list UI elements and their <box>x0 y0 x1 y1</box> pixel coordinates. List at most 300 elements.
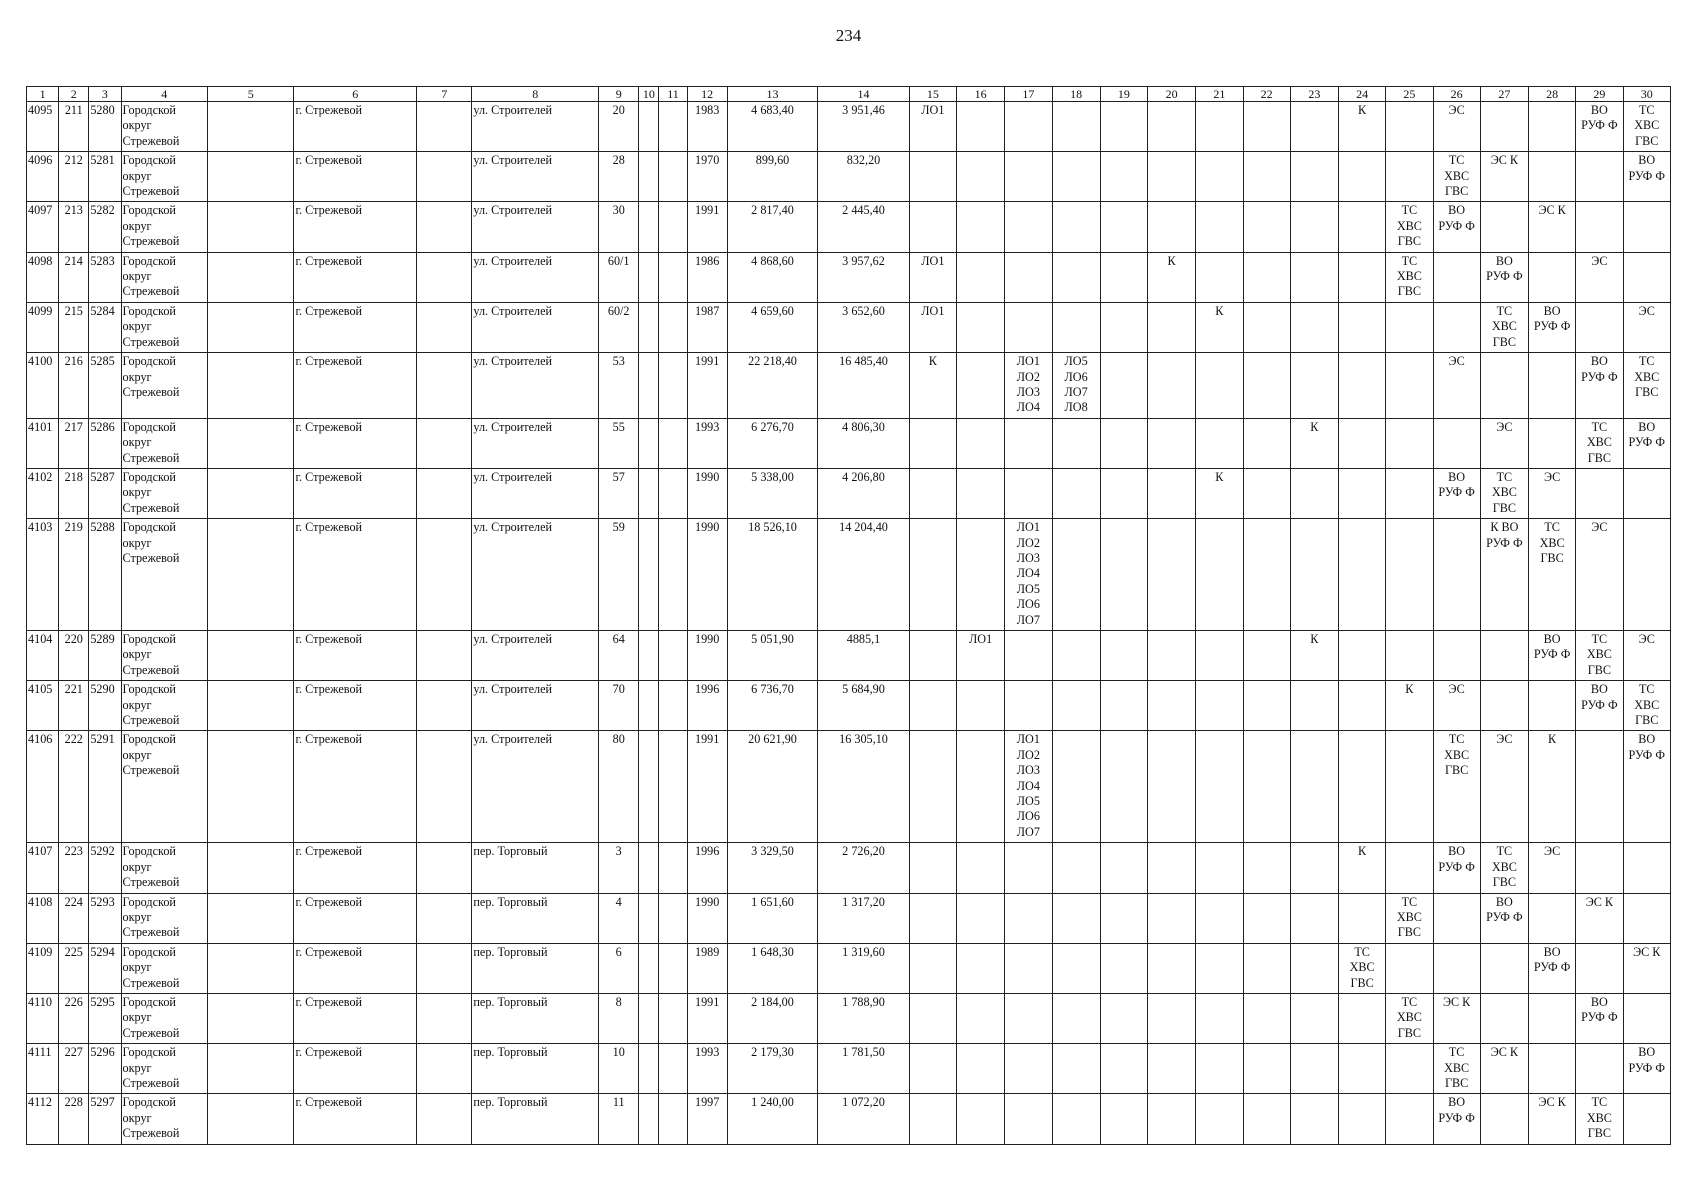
cell-col-20 <box>1148 468 1196 518</box>
column-number-25: 25 <box>1386 87 1433 102</box>
cell-col-9 <box>599 519 639 631</box>
cell-col-27 <box>1480 519 1528 631</box>
cell-text: г. Стрежевой <box>295 1095 363 1110</box>
cell-col-21 <box>1196 843 1243 893</box>
cell-col-7 <box>417 519 472 631</box>
cell-text: ТС ХВС ГВС <box>1586 632 1612 677</box>
column-number-30: 30 <box>1623 87 1671 102</box>
cell-col-2 <box>59 731 89 843</box>
table-row <box>27 681 1671 731</box>
cell-text: г. Стрежевой <box>295 682 363 697</box>
cell-col-6 <box>294 893 417 943</box>
cell-col-26 <box>1433 893 1480 943</box>
cell-col-7 <box>417 943 472 993</box>
cell-col-21 <box>1196 893 1243 943</box>
cell-col-23 <box>1290 843 1338 893</box>
cell-col-24 <box>1339 993 1386 1043</box>
cell-col-9 <box>599 468 639 518</box>
cell-col-14 <box>818 519 910 631</box>
cell-col-2 <box>59 843 89 893</box>
cell-col-1 <box>27 353 59 419</box>
cell-text: ул. Строителей <box>473 732 553 747</box>
column-number-13: 13 <box>727 87 817 102</box>
cell-col-29 <box>1576 102 1623 152</box>
cell-text: 1 788,90 <box>842 994 885 1009</box>
cell-col-30 <box>1623 418 1671 468</box>
cell-col-8 <box>472 418 599 468</box>
cell-col-12 <box>687 418 727 468</box>
cell-text: г. Стрежевой <box>295 944 363 959</box>
cell-col-20 <box>1148 202 1196 252</box>
cell-text: 4112 <box>28 1095 52 1110</box>
cell-col-10 <box>639 731 659 843</box>
cell-col-9 <box>599 302 639 352</box>
cell-col-7 <box>417 302 472 352</box>
cell-text: г. Стрежевой <box>295 732 363 747</box>
cell-col-30 <box>1623 102 1671 152</box>
cell-col-20 <box>1148 943 1196 993</box>
cell-col-24 <box>1339 1094 1386 1144</box>
cell-col-22 <box>1243 353 1290 419</box>
cell-col-22 <box>1243 681 1290 731</box>
cell-col-22 <box>1243 252 1290 302</box>
cell-col-23 <box>1290 353 1338 419</box>
cell-col-30 <box>1623 731 1671 843</box>
cell-col-22 <box>1243 418 1290 468</box>
cell-text: ВО РУФ Ф <box>1581 994 1618 1025</box>
cell-col-11 <box>659 353 687 419</box>
cell-col-29 <box>1576 202 1623 252</box>
cell-col-6 <box>294 468 417 518</box>
cell-col-12 <box>687 1044 727 1094</box>
cell-text: 5289 <box>90 632 115 646</box>
cell-text: 4105 <box>28 682 53 697</box>
cell-col-11 <box>659 943 687 993</box>
cell-col-29 <box>1576 893 1623 943</box>
cell-col-28 <box>1529 943 1576 993</box>
cell-text: ул. Строителей <box>473 303 553 318</box>
cell-text: К <box>928 354 937 369</box>
cell-col-12 <box>687 202 727 252</box>
cell-text: г. Стрежевой <box>295 1045 363 1060</box>
cell-col-20 <box>1148 631 1196 681</box>
cell-text: 14 204,40 <box>839 520 888 535</box>
cell-text: 1 240,00 <box>751 1095 794 1110</box>
cell-col-15 <box>909 993 956 1043</box>
cell-col-26 <box>1433 102 1480 152</box>
cell-col-24 <box>1339 468 1386 518</box>
cell-col-15 <box>909 1094 956 1144</box>
cell-col-11 <box>659 418 687 468</box>
cell-col-17 <box>1005 102 1052 152</box>
cell-text: ТС ХВС ГВС <box>1444 153 1470 199</box>
cell-col-27 <box>1480 1044 1528 1094</box>
cell-col-25 <box>1386 681 1433 731</box>
cell-col-29 <box>1576 252 1623 302</box>
cell-col-11 <box>659 893 687 943</box>
cell-col-18 <box>1052 1044 1100 1094</box>
cell-col-29 <box>1576 631 1623 681</box>
cell-col-28 <box>1529 993 1576 1043</box>
cell-col-1 <box>27 202 59 252</box>
cell-col-11 <box>659 731 687 843</box>
cell-text: ЭС <box>1448 354 1465 369</box>
cell-col-21 <box>1196 353 1243 419</box>
cell-col-7 <box>417 468 472 518</box>
cell-text: 222 <box>64 732 83 747</box>
cell-text: ЭС <box>1496 419 1513 434</box>
cell-col-25 <box>1386 152 1433 202</box>
cell-text: Городской округ Стрежевой <box>122 253 180 299</box>
cell-text: г. Стрежевой <box>295 844 363 859</box>
cell-col-3 <box>89 993 121 1043</box>
cell-text: 1996 <box>694 682 720 697</box>
cell-col-25 <box>1386 302 1433 352</box>
cell-col-13 <box>727 418 817 468</box>
cell-col-7 <box>417 102 472 152</box>
cell-col-2 <box>59 152 89 202</box>
cell-text: К <box>1548 732 1557 747</box>
cell-col-15 <box>909 302 956 352</box>
cell-col-13 <box>727 681 817 731</box>
cell-text: пер. Торговый <box>473 944 548 959</box>
table-row <box>27 1044 1671 1094</box>
cell-col-27 <box>1480 152 1528 202</box>
cell-text: 1991 <box>694 732 720 747</box>
cell-text: ЭС <box>1544 844 1561 859</box>
cell-col-29 <box>1576 302 1623 352</box>
cell-col-26 <box>1433 1094 1480 1144</box>
cell-text: 4104 <box>28 632 53 646</box>
cell-text: ЭС К <box>1538 203 1566 218</box>
cell-col-21 <box>1196 731 1243 843</box>
cell-col-10 <box>639 102 659 152</box>
cell-text: 57 <box>612 469 625 484</box>
cell-text: 221 <box>64 682 83 697</box>
column-number-9: 9 <box>599 87 639 102</box>
cell-col-27 <box>1480 631 1528 681</box>
cell-col-5 <box>207 943 293 993</box>
cell-col-18 <box>1052 843 1100 893</box>
cell-col-4 <box>121 843 207 893</box>
cell-col-1 <box>27 152 59 202</box>
cell-col-14 <box>818 353 910 419</box>
cell-col-22 <box>1243 943 1290 993</box>
cell-col-1 <box>27 731 59 843</box>
cell-col-14 <box>818 843 910 893</box>
cell-col-27 <box>1480 681 1528 731</box>
cell-col-28 <box>1529 252 1576 302</box>
cell-col-16 <box>957 631 1005 681</box>
cell-col-8 <box>472 681 599 731</box>
cell-text: К <box>1358 844 1367 859</box>
cell-col-7 <box>417 893 472 943</box>
column-number-14: 14 <box>818 87 910 102</box>
cell-col-4 <box>121 893 207 943</box>
cell-text: 212 <box>64 153 83 168</box>
cell-col-12 <box>687 843 727 893</box>
cell-col-28 <box>1529 731 1576 843</box>
cell-col-10 <box>639 1094 659 1144</box>
cell-col-19 <box>1100 302 1147 352</box>
column-number-11: 11 <box>659 87 687 102</box>
cell-col-28 <box>1529 843 1576 893</box>
cell-col-2 <box>59 943 89 993</box>
cell-col-19 <box>1100 893 1147 943</box>
cell-col-28 <box>1529 468 1576 518</box>
cell-col-25 <box>1386 519 1433 631</box>
cell-text: ТС ХВС ГВС <box>1444 732 1470 778</box>
cell-col-8 <box>472 102 599 152</box>
cell-col-8 <box>472 631 599 681</box>
cell-col-11 <box>659 519 687 631</box>
cell-col-14 <box>818 1044 910 1094</box>
cell-text: ТС ХВС ГВС <box>1634 682 1660 728</box>
column-number-28: 28 <box>1529 87 1576 102</box>
cell-text: 4097 <box>28 203 53 218</box>
cell-col-24 <box>1339 302 1386 352</box>
cell-col-30 <box>1623 353 1671 419</box>
cell-col-24 <box>1339 152 1386 202</box>
cell-col-14 <box>818 302 910 352</box>
cell-text: 5280 <box>90 103 115 117</box>
cell-col-8 <box>472 353 599 419</box>
cell-col-16 <box>957 893 1005 943</box>
cell-col-25 <box>1386 418 1433 468</box>
cell-col-13 <box>727 202 817 252</box>
cell-text: ЭС <box>1448 103 1465 117</box>
cell-text: ВО РУФ Ф <box>1533 632 1571 662</box>
cell-col-2 <box>59 102 89 152</box>
cell-text: 215 <box>64 303 83 318</box>
cell-text: 1 648,30 <box>751 944 794 959</box>
cell-col-20 <box>1148 418 1196 468</box>
cell-col-25 <box>1386 1094 1433 1144</box>
cell-text: г. Стрежевой <box>295 632 363 646</box>
cell-col-15 <box>909 152 956 202</box>
cell-text: г. Стрежевой <box>295 253 363 268</box>
cell-col-23 <box>1290 893 1338 943</box>
cell-col-26 <box>1433 843 1480 893</box>
cell-col-13 <box>727 252 817 302</box>
cell-col-27 <box>1480 893 1528 943</box>
table-row <box>27 893 1671 943</box>
cell-col-5 <box>207 102 293 152</box>
cell-col-2 <box>59 302 89 352</box>
cell-text: 1990 <box>694 469 720 484</box>
cell-col-11 <box>659 1044 687 1094</box>
cell-text: 4098 <box>28 253 53 268</box>
cell-col-22 <box>1243 1044 1290 1094</box>
cell-text: 70 <box>612 682 625 697</box>
cell-col-9 <box>599 731 639 843</box>
cell-col-30 <box>1623 152 1671 202</box>
cell-col-23 <box>1290 202 1338 252</box>
cell-text: Городской округ Стрежевой <box>122 944 180 990</box>
cell-col-5 <box>207 418 293 468</box>
column-number-8: 8 <box>472 87 599 102</box>
cell-text: Городской округ Стрежевой <box>122 844 180 890</box>
cell-col-30 <box>1623 252 1671 302</box>
cell-text: ЭС <box>1591 520 1608 535</box>
cell-text: ЛО5 ЛО6 ЛО7 ЛО8 <box>1064 354 1088 415</box>
cell-col-24 <box>1339 353 1386 419</box>
cell-col-30 <box>1623 1044 1671 1094</box>
cell-col-15 <box>909 202 956 252</box>
column-number-16: 16 <box>957 87 1005 102</box>
column-number-21: 21 <box>1196 87 1243 102</box>
cell-col-26 <box>1433 1044 1480 1094</box>
cell-text: К <box>1358 103 1367 117</box>
cell-col-3 <box>89 1094 121 1144</box>
cell-col-30 <box>1623 893 1671 943</box>
cell-col-16 <box>957 102 1005 152</box>
table-row <box>27 202 1671 252</box>
cell-text: 214 <box>64 253 83 268</box>
cell-text: 4 206,80 <box>842 469 885 484</box>
cell-col-25 <box>1386 202 1433 252</box>
cell-col-1 <box>27 1094 59 1144</box>
cell-text: пер. Торговый <box>473 844 548 859</box>
cell-text: ВО РУФ Ф <box>1486 253 1523 284</box>
cell-col-4 <box>121 519 207 631</box>
cell-text: ул. Строителей <box>473 103 553 117</box>
cell-col-8 <box>472 993 599 1043</box>
cell-col-15 <box>909 468 956 518</box>
cell-text: пер. Торговый <box>473 1045 548 1060</box>
cell-text: 2 817,40 <box>751 203 794 218</box>
cell-col-30 <box>1623 681 1671 731</box>
cell-col-22 <box>1243 468 1290 518</box>
cell-col-13 <box>727 893 817 943</box>
cell-text: ТС ХВС ГВС <box>1396 994 1422 1040</box>
cell-col-23 <box>1290 152 1338 202</box>
cell-text: 3 <box>615 844 622 859</box>
cell-col-17 <box>1005 418 1052 468</box>
cell-text: ЛО1 <box>969 632 993 646</box>
cell-text: Городской округ Стрежевой <box>122 303 180 349</box>
cell-text: 20 621,90 <box>748 732 797 747</box>
cell-col-1 <box>27 993 59 1043</box>
cell-col-22 <box>1243 102 1290 152</box>
cell-col-20 <box>1148 731 1196 843</box>
cell-col-25 <box>1386 468 1433 518</box>
cell-col-4 <box>121 252 207 302</box>
cell-col-8 <box>472 202 599 252</box>
cell-text: 3 329,50 <box>751 844 794 859</box>
table-row <box>27 1094 1671 1144</box>
cell-col-1 <box>27 468 59 518</box>
cell-col-16 <box>957 202 1005 252</box>
cell-text: ТС ХВС ГВС <box>1396 253 1422 299</box>
column-number-2: 2 <box>59 87 89 102</box>
cell-col-28 <box>1529 353 1576 419</box>
cell-text: ул. Строителей <box>473 632 553 646</box>
cell-col-16 <box>957 1044 1005 1094</box>
cell-col-13 <box>727 843 817 893</box>
cell-text: 226 <box>64 994 83 1009</box>
cell-col-22 <box>1243 893 1290 943</box>
cell-col-8 <box>472 731 599 843</box>
cell-text: 4099 <box>28 303 53 318</box>
cell-col-16 <box>957 302 1005 352</box>
cell-col-28 <box>1529 302 1576 352</box>
cell-col-21 <box>1196 993 1243 1043</box>
cell-col-14 <box>818 202 910 252</box>
cell-col-17 <box>1005 353 1052 419</box>
cell-col-9 <box>599 252 639 302</box>
cell-col-30 <box>1623 468 1671 518</box>
cell-col-8 <box>472 152 599 202</box>
cell-text: Городской округ Стрежевой <box>122 894 180 940</box>
cell-col-9 <box>599 893 639 943</box>
cell-col-23 <box>1290 418 1338 468</box>
cell-col-6 <box>294 1044 417 1094</box>
cell-col-25 <box>1386 943 1433 993</box>
column-number-5: 5 <box>207 87 293 102</box>
cell-col-27 <box>1480 202 1528 252</box>
cell-col-22 <box>1243 993 1290 1043</box>
cell-col-20 <box>1148 1094 1196 1144</box>
cell-col-18 <box>1052 1094 1100 1144</box>
cell-col-4 <box>121 681 207 731</box>
cell-text: ЛО1 <box>921 303 945 318</box>
table-row <box>27 353 1671 419</box>
cell-col-29 <box>1576 943 1623 993</box>
table-row <box>27 843 1671 893</box>
cell-col-6 <box>294 993 417 1043</box>
cell-text: г. Стрежевой <box>295 520 363 535</box>
cell-col-20 <box>1148 252 1196 302</box>
cell-text: 1970 <box>694 153 720 168</box>
cell-col-6 <box>294 681 417 731</box>
cell-col-2 <box>59 681 89 731</box>
cell-col-4 <box>121 1044 207 1094</box>
cell-col-25 <box>1386 731 1433 843</box>
cell-col-25 <box>1386 102 1433 152</box>
cell-text: К <box>1310 419 1319 434</box>
cell-text: 4110 <box>28 994 52 1009</box>
cell-col-27 <box>1480 468 1528 518</box>
column-number-15: 15 <box>909 87 956 102</box>
cell-text: 1991 <box>694 203 720 218</box>
cell-col-11 <box>659 843 687 893</box>
cell-text: 223 <box>64 844 83 859</box>
cell-col-2 <box>59 893 89 943</box>
table-row <box>27 468 1671 518</box>
cell-col-28 <box>1529 1044 1576 1094</box>
cell-text: 4102 <box>28 469 53 484</box>
cell-col-12 <box>687 252 727 302</box>
cell-text: ВО РУФ Ф <box>1438 469 1475 500</box>
cell-col-9 <box>599 102 639 152</box>
cell-col-3 <box>89 843 121 893</box>
cell-col-7 <box>417 631 472 681</box>
cell-col-21 <box>1196 1044 1243 1094</box>
cell-text: 16 305,10 <box>839 732 888 747</box>
cell-col-28 <box>1529 202 1576 252</box>
cell-col-2 <box>59 1044 89 1094</box>
cell-text: 4100 <box>28 354 53 369</box>
cell-col-17 <box>1005 731 1052 843</box>
cell-col-18 <box>1052 893 1100 943</box>
cell-col-19 <box>1100 1094 1147 1144</box>
cell-col-20 <box>1148 152 1196 202</box>
cell-col-2 <box>59 631 89 681</box>
cell-col-4 <box>121 152 207 202</box>
cell-text: 5288 <box>90 520 115 535</box>
cell-text: ВО РУФ Ф <box>1438 203 1475 233</box>
